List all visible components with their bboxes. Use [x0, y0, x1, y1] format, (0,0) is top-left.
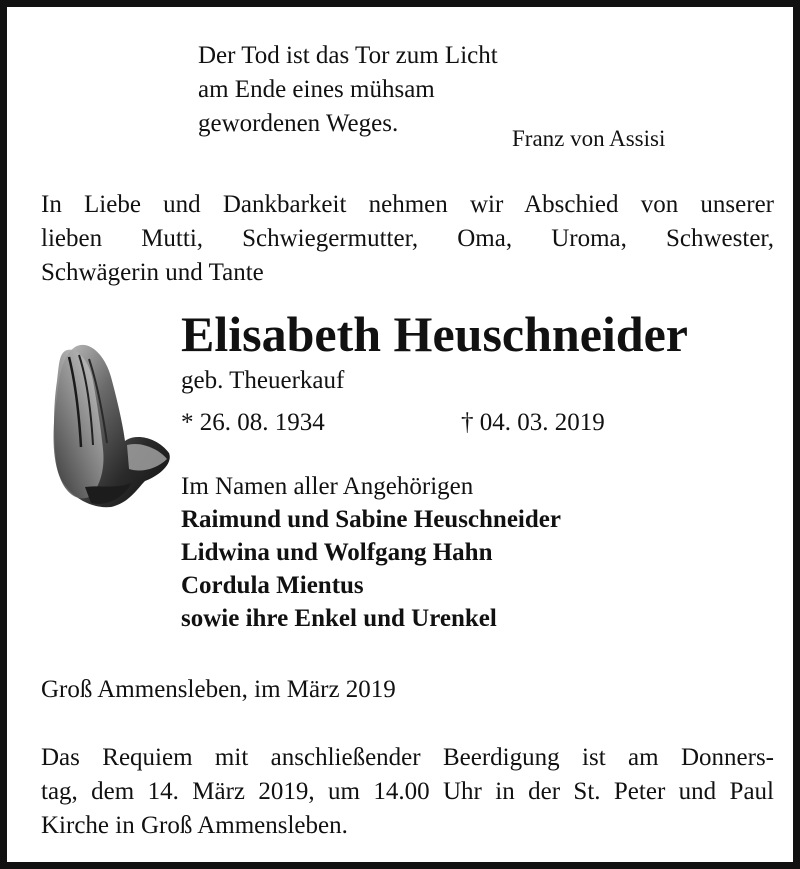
maiden-name: geb. Theuerkauf: [181, 367, 345, 394]
mourner-name: sowie ihre Enkel und Urenkel: [181, 605, 497, 632]
quote-author: Franz von Assisi: [512, 126, 666, 151]
intro-line: Schwägerin und Tante: [41, 259, 264, 286]
mourner-name: Raimund und Sabine Heuschneider: [181, 506, 561, 533]
intro-text: [41, 188, 774, 290]
birth-date: * 26. 08. 1934: [181, 409, 325, 436]
quote-line: gewordenen Weges.: [198, 110, 399, 137]
quote-line: am Ende eines mühsam: [198, 76, 435, 103]
quote-line: Der Tod ist das Tor zum Licht: [198, 42, 498, 69]
requiem-line: Das Requiem mit anschließender Beerdigung ist am Donners-: [41, 744, 774, 771]
mourner-name: Lidwina und Wolfgang Hahn: [181, 539, 493, 566]
mourners-intro: Im Namen aller Angehörigen: [181, 473, 474, 500]
praying-hands-icon: [45, 337, 175, 513]
requiem-line: tag, dem 14. März 2019, um 14.00 Uhr in der St. Peter und Paul: [41, 778, 774, 805]
mourner-name: Cordula Mientus: [181, 572, 364, 599]
mourners-block: [181, 470, 561, 635]
requiem-info: [41, 741, 774, 843]
intro-line: In Liebe und Dankbarkeit nehmen wir Abschied von unserer: [41, 191, 774, 218]
quote: [198, 39, 498, 141]
death-date: † 04. 03. 2019: [461, 409, 605, 436]
place-date: Groß Ammensleben, im März 2019: [41, 676, 396, 703]
requiem-line: Kirche in Groß Ammensleben.: [41, 812, 348, 839]
intro-line: lieben Mutti, Schwiegermutter, Oma, Uroma, Schwester,: [41, 225, 774, 252]
deceased-name: Elisabeth Heuschneider: [181, 306, 688, 362]
